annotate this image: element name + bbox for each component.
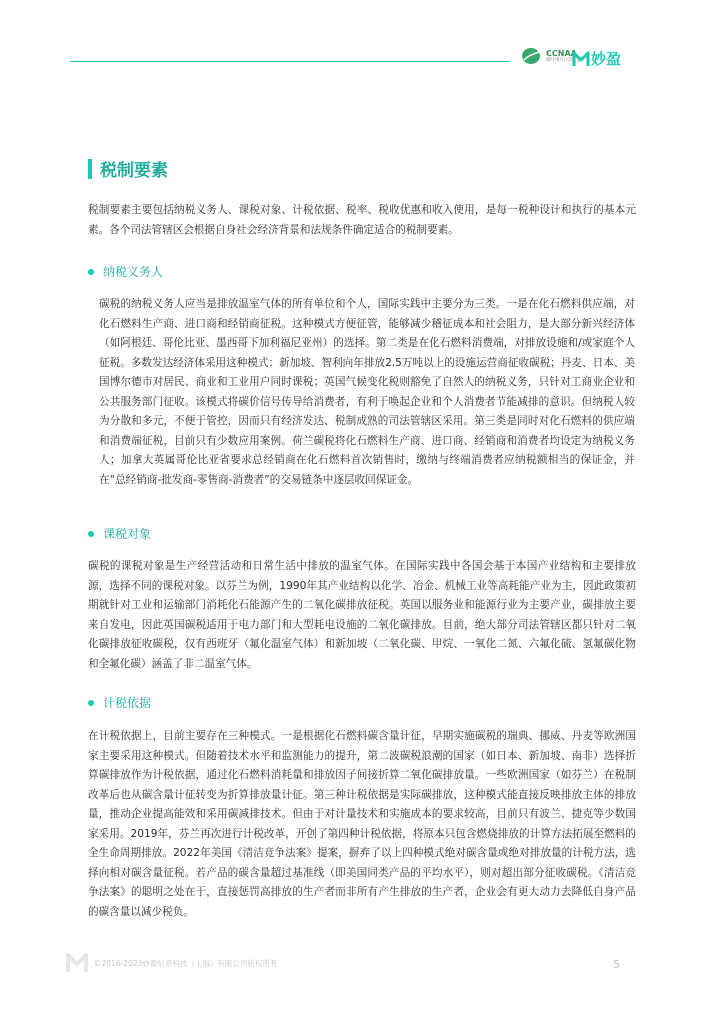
section-heading [88,156,168,181]
tax-object-paragraph: 碳税的课税对象是生产经营活动和日常生活中排放的温室气体。在国际实践中各国会基于本国产业结构和主要排放源，选择不同的课税对象。以芬兰为例，1990年其产业结构以化学、冶金、机械工业等高耗能产业为主，因此政策初期就针对工业和运输部门消耗化石能源产生的二氧化碳排放征税。英国以服务业和能源行业为主要产业，碳排放主要来自发电，因此英国碳税适用于电力部门和大型耗电设施的二氧化碳排放。目前，绝大部分司法管辖区都只针对二氧化碳排放征收碳税，仅有西班牙（氟化温室气体）和新加坡（二氧化碳、甲烷、一氧化二氮、六氟化硫、氢氟碳化物和全氟化碳）涵盖了非二温室气体。 [88,560,636,670]
page-title: 税制要素 [100,161,168,181]
m-logo-icon [572,50,590,68]
ccnaa-logo-sub: 碳中和行动联盟 [546,56,582,63]
heading-accent-bar [88,159,92,179]
subheading-tax-object [88,525,151,542]
intro-paragraph: 税制要素主要包括纳税义务人、课税对象、计税依据、税率、税收优惠和收入使用，是每一税种设计和执行的基本元素。各个司法管辖区会根据自身社会经济背景和法规条件确定适合的税制要素。 [88,204,636,236]
bullet-dot-icon [88,700,94,706]
subheading-tax-basis-label: 计税依据 [103,696,152,710]
m-logo-icon [66,952,88,974]
tax-basis-paragraph: 在计税依据上，目前主要存在三种模式。一是根据化石燃料碳含量计征，早期实施碳税的瑞典、挪威、丹麦等欧洲国家主要采用这种模式。但随着技术水平和监测能力的提升，第二波碳税浪潮的国家（如日本、新加坡、南非）选择折算碳排放作为计税依据，通过化石燃料消耗量和排放因子间接折算二氧化碳排放量。一些欧洲国家（如芬兰）在税制改革后也从碳含量计征转变为折算排放量计征。第三种计税依据是实际碳排放，这种模式能直接反映排放主体的排放量，推动企业提高能效和采用碳减排技术。但由于对计量技术和实施成本的要求较高，目前只有波兰、捷克等少数国家采用。2019年，芬兰再次进行计税改革，开创了第四种计税依据，将原本只包含燃烧排放的计算方法拓展至燃料的全生命周期排放。2022年美国《清洁竞争法案》提案，摒弃了以上四种模式绝对碳含量或绝对排放量的计税方法，选择向相对碳含量征税。若产品的碳含量超过基准线（即美国同类产品的平均水平），则对超出部分征收碳税。《清洁竞争法案》的聪明之处在于，直接惩罚高排放的生产者而非所有产生排放的生产者，企业会有更大动力去降低自身产品的碳含量以减少税负。 [88,730,636,918]
bullet-dot-icon [88,531,94,537]
page-number: 5 [613,958,620,971]
leaf-icon [520,46,542,66]
subheading-tax-basis [88,694,151,711]
ccnaa-logo-name: CCNAA [546,48,577,58]
bullet-dot-icon [88,269,94,275]
miaoying-logo-text: 妙盈 [591,50,622,68]
subheading-taxpayer-label: 纳税义务人 [103,265,164,279]
taxpayer-paragraph: 碳税的纳税义务人应当是排放温室气体的所有单位和个人，国际实践中主要分为三类。一是在化石燃料供应端，对化石燃料生产商、进口商和经销商征税。这种模式方便征管，能够减少稽征成本和社会阻力，是大部分新兴经济体（如阿根廷、哥伦比亚、墨西哥下加利福尼亚州）的选择。第二类是在化石燃料消费端，对排放设施和/或家庭个人征税。多数发达经济体采用这种模式：新加坡、智利向年排放2.5万吨以上的设施运营商征收碳税；丹麦、日本、美国博尔德市对居民、商业和工业用户同时课税；英国气候变化税则豁免了自然人的纳税义务，只针对工商业企业和公共服务部门征收。该模式将碳价信号传导给消费者，有利于唤起企业和个人消费者节能减排的意识。但纳税人较为分散和多元，不便于管控，因而只有经济发达、税制成熟的司法管辖区采用。第三类是同时对化石燃料的供应端和消费端征税，目前只有少数应用案例。荷兰碳税将化石燃料生产商、进口商、经销商和消费者均设定为纳税义务人；加拿大英属哥伦比亚省要求总经销商在化石燃料首次销售时，缴纳与终端消费者应纳税额相当的保证金，并在“总经销商-批发商-零售商-消费者”的交易链条中逐层收回保证金。 [99,298,635,486]
subheading-taxpayer [88,263,163,280]
subheading-tax-object-label: 课税对象 [103,527,152,541]
miaoying-logo [572,48,621,69]
copyright-text: ©2016-2023妙盈信息科技（上海）有限公司版权所有 [94,958,278,968]
footer [66,952,277,974]
header-rule [70,61,510,62]
